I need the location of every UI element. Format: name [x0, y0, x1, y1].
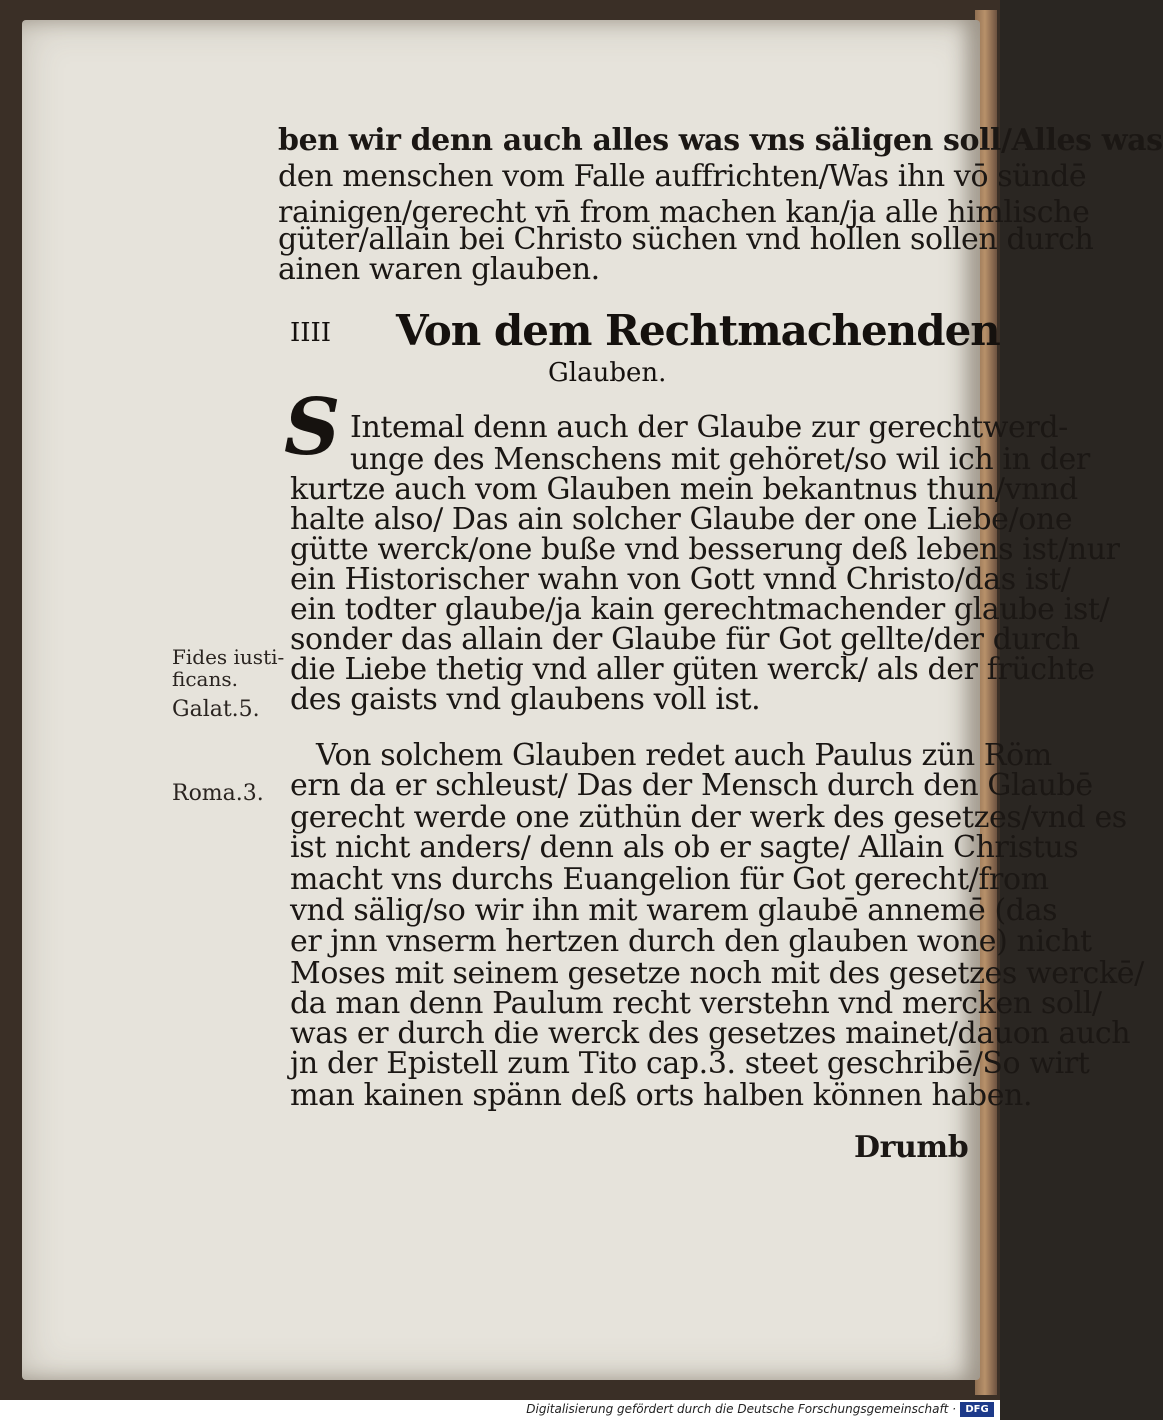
- drop-capital: S: [284, 382, 341, 473]
- text-line: vnd sälig/so wir ihn mit warem glaubē annemē (das: [290, 893, 1058, 928]
- section-title: Von dem Rechtmachenden: [396, 306, 1000, 355]
- text-line: Intemal denn auch der Glaube zur gerechtwerd-: [350, 410, 1068, 445]
- text-line: er jnn vnserm hertzen durch den glauben wone) nicht: [290, 924, 1092, 959]
- section-number: IIII: [290, 318, 332, 348]
- text-line: gerecht werde one züthün der werk des gesetzes/vnd es: [290, 800, 1127, 835]
- text-line: sonder das allain der Glaube für Got gellte/der durch: [290, 622, 1080, 657]
- catchword: Drumb: [854, 1130, 969, 1165]
- text-line: des gaists vnd glaubens voll ist.: [290, 682, 761, 717]
- marginal-note: Fides iusti-: [172, 645, 285, 669]
- marginal-note: Roma.3.: [172, 781, 264, 806]
- marginal-note: Galat.5.: [172, 697, 260, 722]
- text-line: ist nicht anders/ denn als ob er sagte/ Allain Christus: [290, 830, 1079, 865]
- dfg-logo-icon: DFG: [960, 1402, 994, 1417]
- text-line: die Liebe thetig vnd aller güten werck/ als der früchte: [290, 652, 1095, 687]
- section-title-continued: Glauben.: [548, 358, 667, 388]
- text-line: man kainen spänn deß orts halben können haben.: [290, 1078, 1033, 1113]
- text-line: ern da er schleust/ Das der Mensch durch den Glaubē: [290, 768, 1093, 803]
- text-line: halte also/ Das ain solcher Glaube der one Liebe/one: [290, 502, 1073, 537]
- text-line: ben wir denn auch alles was vns säligen soll/Alles was: [278, 123, 1163, 158]
- text-line: jn der Epistell zum Tito cap.3. steet geschribē/So wirt: [290, 1046, 1090, 1081]
- text-line: gütte werck/one buße vnd besserung deß lebens ist/nur: [290, 532, 1120, 567]
- text-line: unge des Menschens mit gehöret/so wil ich in der: [350, 442, 1090, 477]
- text-line: güter/allain bei Christo süchen vnd hollen sollen durch: [278, 222, 1094, 257]
- text-line: rainigen/gerecht vn̄ from machen kan/ja alle himlische: [278, 195, 1090, 230]
- marginal-note: ficans.: [172, 667, 238, 691]
- text-line: kurtze auch vom Glauben mein bekantnus thun/vnnd: [290, 472, 1078, 507]
- text-line: ainen waren glauben.: [278, 252, 600, 287]
- footer-credit: Digitalisierung gefördert durch die Deutsche Forschungsgemeinschaft ·: [526, 1402, 956, 1416]
- text-line: den menschen vom Falle auffrichten/Was ihn vō sündē: [278, 159, 1087, 194]
- footer-bar: [0, 1400, 1000, 1420]
- text-line: macht vns durchs Euangelion für Got gerecht/from: [290, 862, 1049, 897]
- text-line: was er durch die werck des gesetzes mainet/dauon auch: [290, 1016, 1131, 1051]
- text-line: Von solchem Glauben redet auch Paulus zün Röm: [316, 738, 1052, 773]
- text-line: ein Historischer wahn von Gott vnnd Christo/das ist/: [290, 562, 1071, 597]
- text-line: Moses mit seinem gesetze noch mit des gesetzes werckē/: [290, 956, 1144, 991]
- text-line: da man denn Paulum recht verstehn vnd mercken soll/: [290, 986, 1102, 1021]
- text-line: ein todter glaube/ja kain gerechtmachender glaube ist/: [290, 592, 1110, 627]
